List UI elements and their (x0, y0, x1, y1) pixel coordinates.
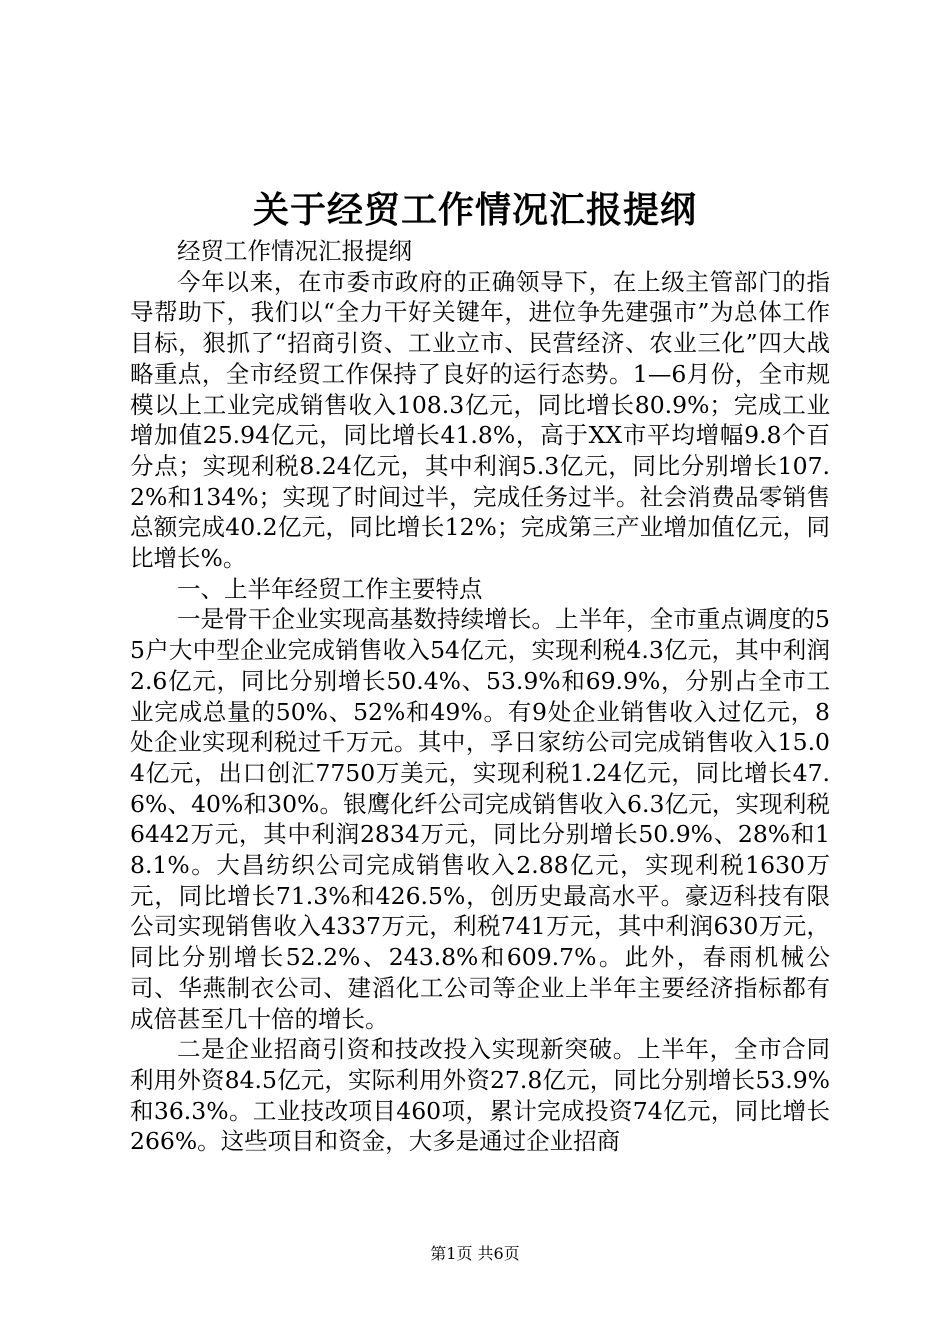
intro-paragraph: 今年以来，在市委市政府的正确领导下，在上级主管部门的指导帮助下，我们以“全力干好关键年，进位争先建强市”为总体工作目标，狠抓了“招商引资、工业立市、民营经济、农业三化”四大战略重点，全市经贸工作保持了良好的运行态势。1—6月份，全市规模以上工业完成销售收入108.3亿元，同比增长80.9%；完成工业增加值25.94亿元，同比增长41.8%，高于XX市平均增幅9.8个百分点；实现利税8.24亿元，其中利润5.3亿元，同比分别增长107.2%和134%；实现了时间过半，完成任务过半。社会消费品零销售总额完成40.2亿元，同比增长12%；完成第三产业增加值亿元，同比增长%。 (130, 267, 830, 573)
point-two-paragraph: 二是企业招商引资和技改投入实现新突破。上半年，全市合同利用外资84.5亿元，实际利用外资27.8亿元，同比分别增长53.9%和36.3%。工业技改项目460项，累计完成投资74亿元，同比增长266%。这些项目和资金，大多是通过企业招商 (130, 1035, 830, 1156)
document-title: 关于经贸工作情况汇报提纲 (252, 189, 697, 231)
page-footer: 第1页 共6页 (430, 1244, 520, 1263)
subtitle-paragraph: 经贸工作情况汇报提纲 (177, 237, 412, 265)
document-body (130, 236, 830, 1157)
point-one-paragraph: 一是骨干企业实现高基数持续增长。上半年，全市重点调度的55户大中型企业完成销售收入54亿元，实现利税4.3亿元，其中利润2.6亿元，同比分别增长50.4%、53.9%和69.9%，分别占全市工业完成总量的50%、52%和49%。有9处企业销售收入过亿元，8处企业实现利税过千万元。其中，孚日家纺公司完成销售收入15.04亿元，出口创汇7750万美元，实现利税1.24亿元，同比增长47.6%、40%和30%。银鹰化纤公司完成销售收入6.3亿元，实现利税6442万元，其中利润2834万元，同比分别增长50.9%、28%和18.1%。大昌纺织公司完成销售收入2.88亿元，实现利税1630万元，同比增长71.3%和426.5%，创历史最高水平。豪迈科技有限公司实现销售收入4337万元，利税741万元，其中利润630万元，同比分别增长52.2%、243.8%和609.7%。此外，春雨机械公司、华燕制衣公司、建滔化工公司等企业上半年主要经济指标都有成倍甚至几十倍的增长。 (130, 605, 830, 1033)
section-heading: 一、上半年经贸工作主要特点 (177, 574, 483, 603)
